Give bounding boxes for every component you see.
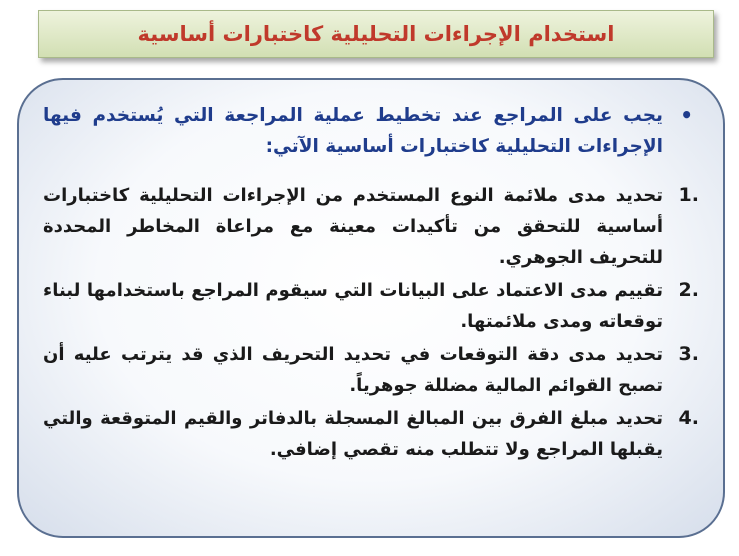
item-text: تحديد مدى ملائمة النوع المستخدم من الإجراءات التحليلية كاختبارات أساسية للتحقق من تأكيدات معينة مع مراعاة المخاطر المحددة للتحريف الجوهري.: [43, 185, 663, 268]
content-panel: [17, 78, 725, 538]
list-item: [43, 403, 699, 465]
item-text: تقييم مدى الاعتماد على البيانات التي سيقوم المراجع باستخدامها لبناء توقعاته ومدى ملائمتها.: [43, 280, 663, 332]
slide-title: استخدام الإجراءات التحليلية كاختبارات أساسية: [137, 22, 615, 46]
item-number: 4.: [678, 407, 699, 429]
item-number: 2.: [678, 279, 699, 301]
list-item: [43, 275, 699, 337]
intro-paragraph: [43, 100, 699, 162]
list-item: [43, 339, 699, 401]
slide-title-banner: [38, 10, 714, 58]
item-number: 1.: [678, 184, 699, 206]
item-number: 3.: [678, 343, 699, 365]
bullet-icon: •: [680, 103, 693, 127]
item-text: تحديد مدى دقة التوقعات في تحديد التحريف الذي قد يترتب عليه أن تصبح القوائم المالية مضللة جوهرياً.: [43, 344, 663, 396]
item-text: تحديد مبلغ الفرق بين المبالغ المسجلة بالدفاتر والقيم المتوقعة والتي يقبلها المراجع ولا تتطلب منه تقصي إضافي.: [43, 408, 663, 460]
intro-text: يجب على المراجع عند تخطيط عملية المراجعة التي يُستخدم فيها الإجراءات التحليلية كاختبارات أساسية الآتي:: [43, 105, 663, 157]
list-item: [43, 180, 699, 273]
